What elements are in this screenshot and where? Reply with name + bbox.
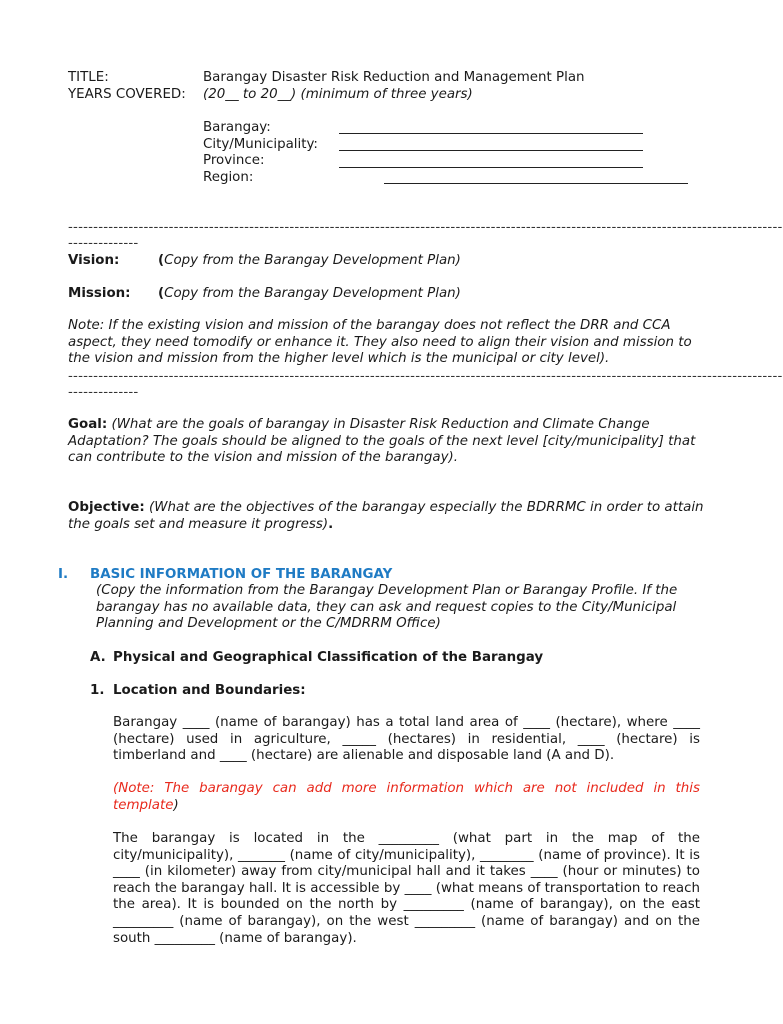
barangay-label: Barangay: — [203, 120, 271, 135]
mission-paren: ( — [158, 286, 165, 301]
section-note: (Copy the information from the Barangay Development Plan or Barangay Profile. If the barangay has no available data, they can ask and request copies to the City/Municipal Planning and Development or the C/MDRRM Office) — [96, 583, 678, 632]
land-area-paragraph: Barangay ____ (name of barangay) has a total land area of ____ (hectare), where ____ (hectare) used in agriculture, _____ (hectares) in residential, ____ (hectare) is timberland and ____ (hectare) are alienable and disposable land (A and D). — [113, 715, 700, 764]
vision-content: Copy from the Barangay Development Plan) — [164, 253, 461, 268]
goal-text: (What are the goals of barangay in Disaster Risk Reduction and Climate Change Adaptation? The goals should be aligned to the goals of the next level [city/municipality] that can contribute to the vision and mission of the barangay). — [68, 417, 696, 466]
province-blank-line — [339, 167, 643, 168]
mission-label: Mission: — [68, 286, 131, 301]
subsection-title: Physical and Geographical Classification of the Barangay — [113, 650, 544, 665]
objective-label: Objective: — [68, 500, 145, 515]
objective-end: . — [328, 516, 334, 532]
title-label: TITLE: — [68, 70, 109, 85]
province-label: Province: — [203, 153, 265, 168]
years-covered-label: YEARS COVERED: — [68, 87, 186, 102]
section-title: BASIC INFORMATION OF THE BARANGAY — [90, 567, 393, 582]
vision-paren: ( — [158, 253, 165, 268]
barangay-blank-line — [339, 133, 643, 134]
location-paragraph: The barangay is located in the _________ (what part in the map of the city/municipality), _______ (name of city/municipality), ________ (name of province). It is ____ (in kilometer) away from city/municipal hall and it takes ____ (hour or minutes) to reach the barangay hall. It is accessible by ____ (what means of transportation to reach the area). It is bounded on the north by _________ (name of barangay), on the east _________ (name of barangay), on the west _________ (name of barangay) and on the south _________ (name of barangay). — [113, 831, 700, 946]
city-municipality-blank-line — [339, 150, 643, 151]
vision-label: Vision: — [68, 253, 120, 268]
separator-line-2: ---------------------------------------------------------------------------------------------------------------------------------------------- — [68, 369, 783, 384]
region-blank-line — [384, 183, 688, 184]
template-note-text: (Note: The barangay can add more information which are not included in this template — [113, 781, 700, 813]
vision-mission-note: Note: If the existing vision and mission of the barangay does not reflect the DRR and CCA aspect, they need tomodify or enhance it. They also need to align their vision and mission to the vision and mission from the higher level which is the municipal or city level). — [68, 318, 692, 367]
mission-content: Copy from the Barangay Development Plan) — [164, 286, 461, 301]
template-note-end: ) — [173, 797, 179, 813]
objective-paragraph — [68, 500, 704, 533]
title-value: Barangay Disaster Risk Reduction and Management Plan — [203, 70, 585, 85]
separator-line-2-continuation: -------------- — [68, 385, 139, 400]
years-covered-value: (20__ to 20__) (minimum of three years) — [203, 87, 473, 102]
goal-paragraph — [68, 417, 704, 467]
template-note — [113, 781, 700, 814]
goal-label: Goal: — [68, 417, 108, 432]
objective-text: (What are the objectives of the barangay especially the BDRRMC in order to attain the goals set and measure it progress) — [68, 500, 704, 532]
item-title: Location and Boundaries: — [113, 683, 306, 698]
section-number: I. — [58, 567, 69, 582]
item-number: 1. — [90, 683, 105, 698]
region-label: Region: — [203, 170, 254, 185]
mission-text — [158, 285, 461, 302]
separator-line-continuation: -------------- — [68, 236, 139, 251]
vision-text — [158, 252, 461, 269]
subsection-letter: A. — [90, 650, 106, 665]
separator-line: ---------------------------------------------------------------------------------------------------------------------------------------------- — [68, 220, 783, 235]
city-municipality-label: City/Municipality: — [203, 137, 318, 152]
